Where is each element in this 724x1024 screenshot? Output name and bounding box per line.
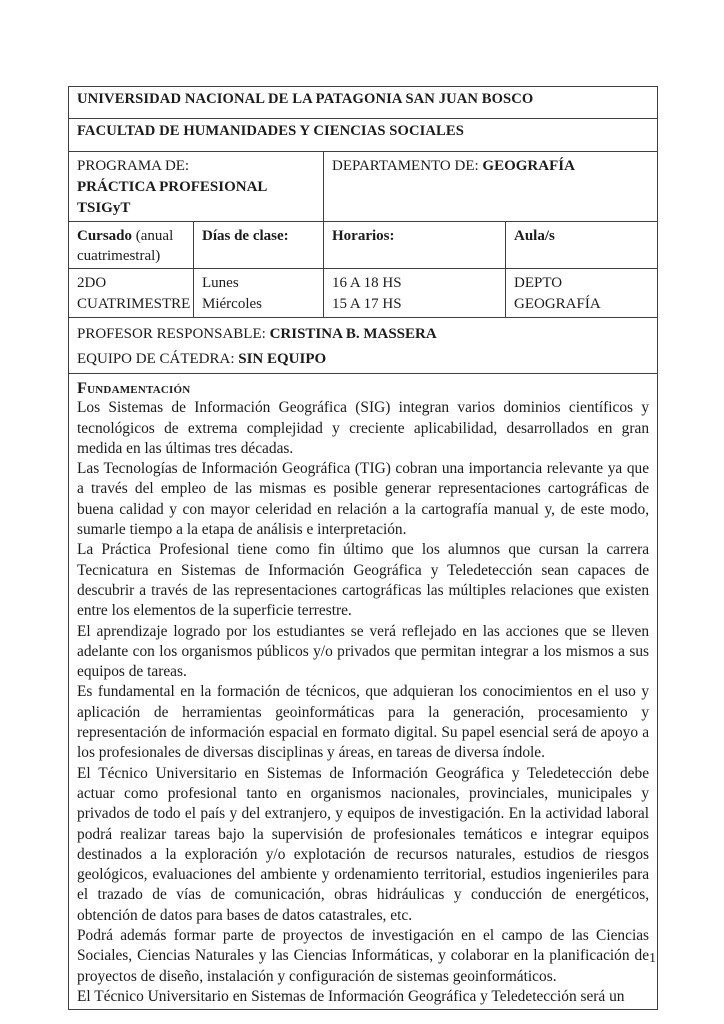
- program-label: PROGRAMA DE:: [77, 158, 190, 174]
- program-value: PRÁCTICA PROFESIONAL TSIGyT: [77, 179, 267, 216]
- professor-name: CRISTINA B. MASSERA: [269, 326, 437, 342]
- fundamentacion-paragraph: El aprendizaje logrado por los estudiantes se verá reflejado en las acciones que se lleven adelante con los organismos públicos y/o privados que permitan integrar a los mismos a sus equipos de tareas.: [77, 622, 650, 681]
- fundamentacion-paragraph: Podrá además formar parte de proyectos de investigación en el campo de las Ciencias Sociales, Ciencias Naturales y las Ciencias Informáticas, y colaborar en la planificación de proyectos de diseño, instalación y configuración de sistemas geoinformáticos.: [77, 927, 650, 985]
- professor-cell: [69, 318, 658, 374]
- faculty-name: FACULTAD DE HUMANIDADES Y CIENCIAS SOCIALES: [69, 119, 658, 152]
- dias-value-line1: Lunes: [202, 275, 239, 291]
- university-name: UNIVERSIDAD NACIONAL DE LA PATAGONIA SAN JUAN BOSCO: [69, 87, 658, 119]
- cursado-value-line1: 2DO: [77, 275, 107, 291]
- fundamentacion-cell: [69, 374, 658, 1010]
- horarios-value-line2: 15 A 17 HS: [332, 296, 402, 312]
- fundamentacion-paragraph: La Práctica Profesional tiene como fin último que los alumnos que cursan la carrera Tecnicatura en Sistemas de Información Geográfica y Teledetección sean capaces de descubrir a través de las representaciones cartográficas las múltiples relaciones que existen entre los elementos de la superficie terrestre.: [77, 541, 650, 620]
- department-value: GEOGRAFÍA: [482, 158, 575, 174]
- team-label: EQUIPO DE CÁTEDRA:: [77, 350, 239, 367]
- department-cell: [324, 152, 658, 222]
- professor-line: [77, 322, 649, 347]
- fundamentacion-paragraph: Es fundamental en la formación de técnicos, que adquieran los conocimientos en el uso y aplicación de herramientas geoinformáticas para la generación, procesamiento y representación de información espacial en formato digital. Su papel esencial será de apoyo a los profesionales de diversas disciplinas y áreas, en tareas de diversa índole.: [77, 683, 650, 762]
- horarios-header-cell: Horarios:: [324, 222, 506, 269]
- horarios-value-cell: [324, 269, 506, 318]
- team-value: SIN EQUIPO: [238, 350, 327, 367]
- dias-header-cell: Días de clase:: [194, 222, 324, 269]
- fundamentacion-paragraph: El Técnico Universitario en Sistemas de Información Geográfica y Teledetección debe actuar como profesional tanto en organismos nacionales, provinciales, municipales y privados de todo el país y del extranjero, y equipos de investigación. En la actividad laboral podrá realizar tareas bajo la supervisión de profesionales temáticos e integrar equipos destinados a la exploración y/o explotación de recursos naturales, estudios de riesgos geológicos, evaluaciones del ambiente y ordenamiento territorial, estudios ingenieriles para el trazado de vías de comunicación, obras hidráulicas y conducción de energéticos, obtención de datos para bases de datos catastrales, etc.: [77, 764, 650, 924]
- program-cell: [69, 152, 324, 222]
- fundamentacion-heading: Fundamentación: [77, 378, 191, 397]
- department-label: DEPARTAMENTO DE:: [332, 158, 483, 174]
- professor-label: PROFESOR RESPONSABLE:: [77, 326, 270, 342]
- dias-value-line2: Miércoles: [202, 296, 262, 312]
- aula-value-line1: DEPTO: [514, 275, 563, 291]
- page-number: 1: [649, 951, 656, 966]
- fundamentacion-text: [77, 398, 649, 1007]
- fundamentacion-paragraph: Los Sistemas de Información Geográfica (SIG) integran varios dominios científicos y tecnológicos de extrema complejidad y creciente aplicabilidad, desarrollados en gran medida en las últimas tres décadas.: [77, 399, 650, 457]
- team-line: [77, 347, 649, 372]
- cursado-label-detail: (anual cuatrimestral): [77, 228, 174, 264]
- cursado-label: Cursado: [77, 228, 133, 244]
- aula-header-cell: Aula/s: [506, 222, 658, 269]
- horarios-value-line1: 16 A 18 HS: [332, 275, 402, 291]
- aula-value-cell: [506, 269, 658, 318]
- cursado-value-line2: CUATRIMESTRE: [77, 296, 191, 312]
- aula-value-line2: GEOGRAFÍA: [514, 296, 601, 312]
- cursado-header-cell: [69, 222, 194, 269]
- course-program-table: [68, 86, 658, 1010]
- dias-value-cell: [194, 269, 324, 318]
- fundamentacion-paragraph: Las Tecnologías de Información Geográfica (TIG) cobran una importancia relevante ya que a través del empleo de las mismas es posible generar representaciones cartográficas de buena calidad y con mayor celeridad en relación a la cartografía manual y, de este modo, sumarle tiempo a la etapa de análisis e interpretación.: [77, 460, 650, 539]
- fundamentacion-paragraph: El Técnico Universitario en Sistemas de Información Geográfica y Teledetección será un: [77, 987, 625, 1005]
- cursado-value-cell: [69, 269, 194, 318]
